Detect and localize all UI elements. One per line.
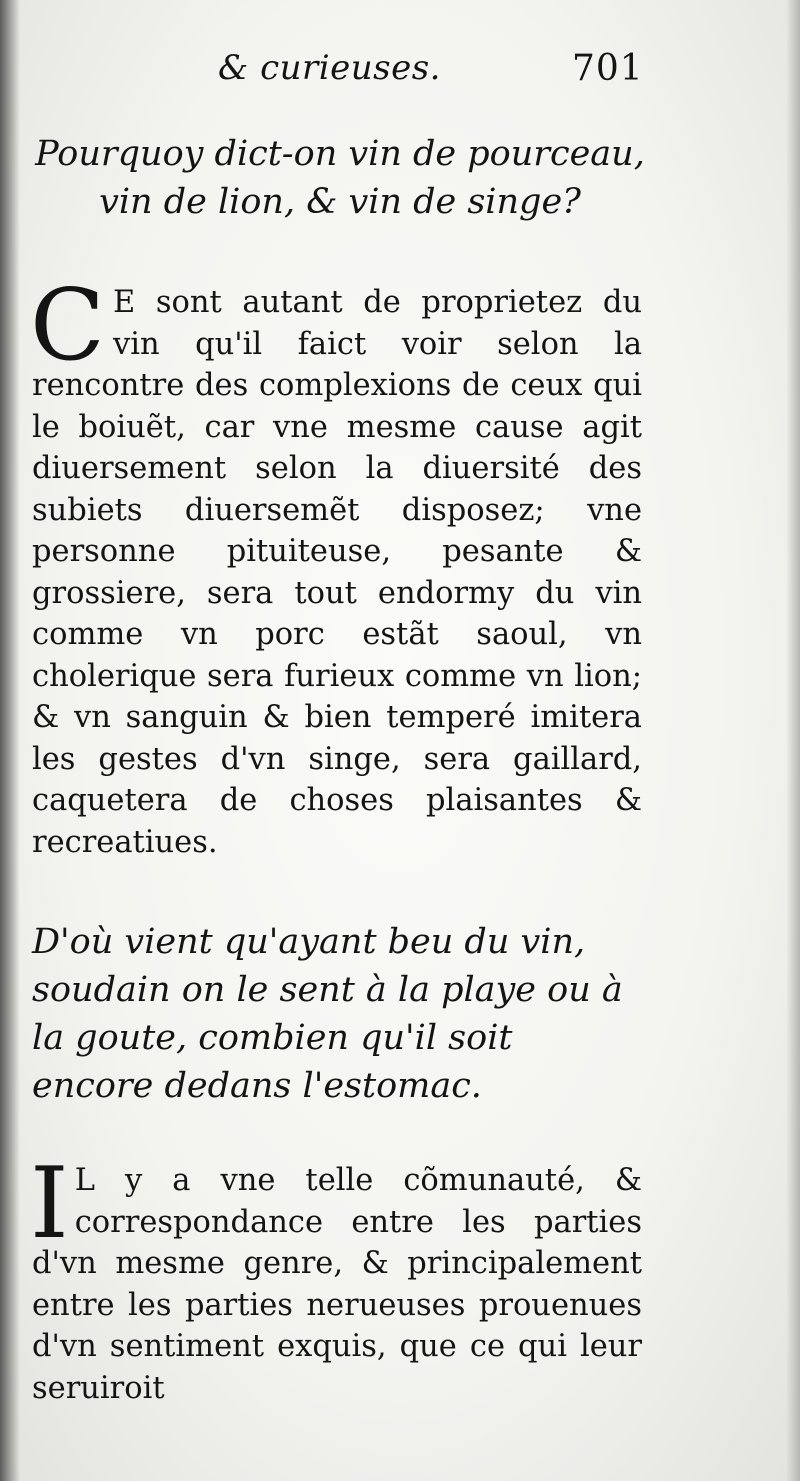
page-edge-shadow-right xyxy=(786,0,800,1481)
section-paragraph xyxy=(30,1147,642,1420)
paragraph-text: E sont autant de proprietez du vin qu'il faict voir selon la rencontre des complexions de ceux qui le boiuẽt, car vne mesme cause agit diuersement selon la diuersité des subiets diuersemẽt disposez; vne personne pituiteuse, pesante & grossiere, sera tout endormy du vin comme vn porc estãt saoul, vn cholerique sera furieux comme vn lion; & vn sanguin & bien temperé imitera les gestes d'vn singe, sera gaillard, caquetera de choses plaisantes & recreatiues. xyxy=(32,285,642,860)
drop-cap: C xyxy=(30,269,105,383)
page-number: 701 xyxy=(572,48,644,89)
page-header xyxy=(0,48,800,98)
page-edge-shadow-left xyxy=(0,0,20,1481)
section-heading: Pourquoy dict-on vin de pourceau, vin de lion, & vin de singe? xyxy=(35,134,645,222)
section-heading: D'où vient qu'ayant beu du vin, soudain on le sent à la playe ou à la goute, combien qu'il soit encore dedans l'estomac. xyxy=(32,922,623,1106)
paragraph-text: L y a vne telle cõmunauté, & correspondance entre les parties d'vn mesme genre, & principalement entre les parties nerueuses prouenues d'vn sentiment exquis, que ce qui leur seruiroit xyxy=(32,1163,642,1406)
section-paragraph xyxy=(30,269,642,882)
drop-cap: I xyxy=(30,1147,69,1261)
running-head: & curieuses. xyxy=(218,48,441,88)
